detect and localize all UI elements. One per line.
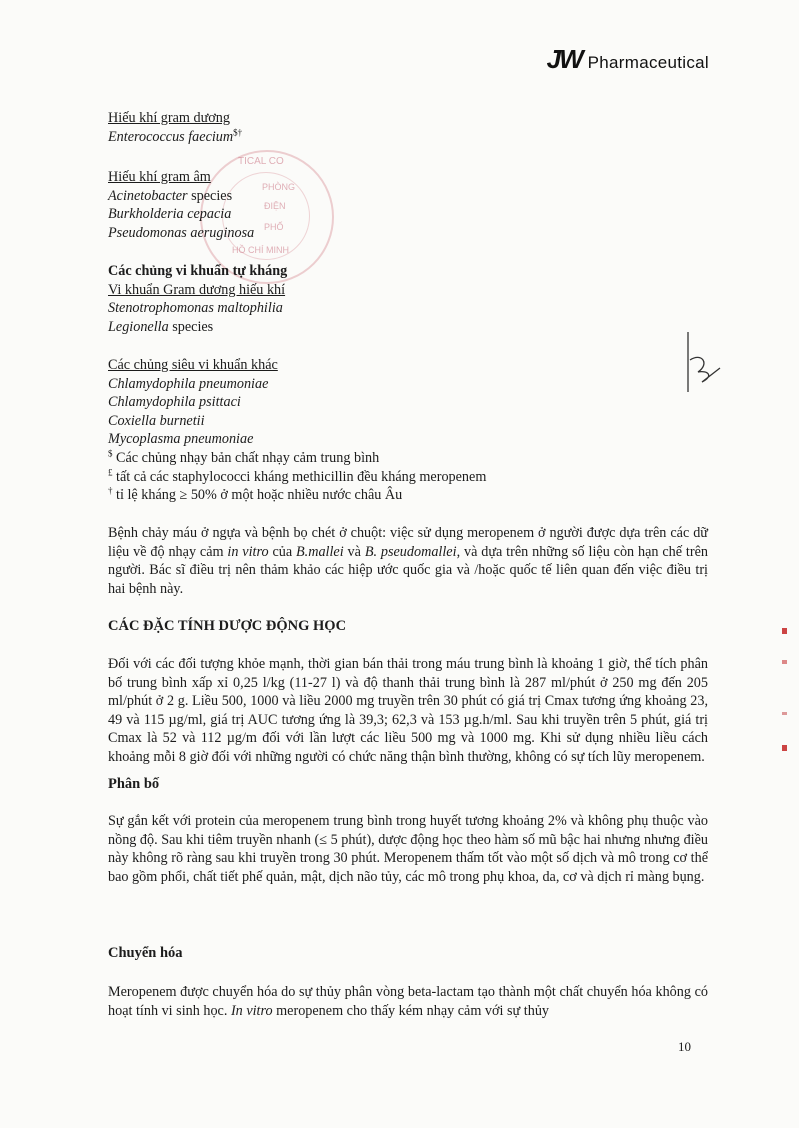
- paragraph-text: meropenem cho thấy kém nhạy cảm với sự thủy: [272, 1002, 550, 1019]
- organism-name: Stenotrophomonas maltophilia: [108, 300, 283, 317]
- paragraph-text: , và dựa trên những số liệu còn hạn chế trên người. Bác sĩ điều trị nên thảm khảo các hiệp ước quốc gia và /hoặc quốc tế liên quan đến việc điều trị hai bệnh này.: [108, 543, 708, 597]
- logo-mark: JW: [546, 44, 582, 74]
- resistant-heading: Các chủng vi khuẩn tự kháng: [108, 263, 288, 279]
- stamp-text: PHÒNG: [262, 182, 296, 192]
- other-section: [108, 356, 486, 505]
- footnote-marker: £: [108, 466, 113, 477]
- stamp-text: HỒ CHÍ MINH: [232, 245, 289, 255]
- resistant-section: [108, 262, 287, 336]
- footnote: [108, 449, 486, 468]
- footnote-text: tỉ lệ kháng ≥ 50% ở một hoặc nhiều nước châu Âu: [112, 487, 403, 504]
- logo-text: Pharmaceutical: [587, 53, 709, 72]
- stamp-text: ĐIỆN: [264, 201, 286, 211]
- organism-name: Burkholderia cepacia: [108, 206, 232, 223]
- gram-positive-heading: Hiếu khí gram dương: [108, 110, 230, 126]
- footnote: [108, 486, 486, 505]
- footnote-marker: $†: [233, 126, 243, 137]
- organism-name: Chlamydophila psittaci: [108, 394, 241, 411]
- paragraph-text: Bệnh chảy máu ở ngựa và bệnh bọ chét ở chuột: việc sử dụng meropenem ở người được dựa trên các dữ liệu về độ nhạy cảm: [108, 525, 708, 560]
- footnote-marker: †: [108, 485, 113, 496]
- italic-term: in vitro: [227, 543, 269, 560]
- organism-name: Pseudomonas aeruginosa: [108, 224, 255, 241]
- glanders-paragraph: [108, 524, 708, 598]
- company-logo: [547, 44, 709, 75]
- metabolism-paragraph: [108, 983, 708, 1020]
- organism-suffix: species: [168, 318, 214, 335]
- italic-term: B.mallei: [296, 543, 344, 560]
- italic-term: In vitro: [230, 1002, 273, 1019]
- stamp-text: PHỐ: [264, 222, 284, 232]
- scan-mark: [782, 712, 787, 715]
- footnote-text: tất cả các staphylococci kháng methicillin đều kháng meropenem: [112, 468, 487, 485]
- organism-name: Acinetobacter: [108, 187, 188, 204]
- metabolism-heading: Chuyển hóa: [108, 945, 183, 961]
- paragraph-text: của: [268, 543, 296, 560]
- pk-paragraph: Đối với các đối tượng khỏe mạnh, thời gian bán thải trong máu trung bình là khoảng 1 giờ, thể tích phân bố trung bình xấp xỉ 0,25 l/kg (11-27 l) và độ thanh thải trung bình là 287 ml/phút ở 250 mg đến 205 ml/phút ở 2 g. Liều 500, 1000 và liều 2000 mg truyền trên 30 phút có giá trị Cmax tương ứng khoảng 23, 49 và 115 µg/ml, giá trị AUC tương ứng là 39,3; 62,3 và 153 µg.h/ml. Sau khi truyền trên 5 phút, giá trị Cmax là 52 và 112 µg/m đối với lần lượt các liều 500 mg và 1000 mg. Khi sử dụng nhiều liều cách khoảng mỗi 8 giờ đối với những người có chức năng thận bình thường, không có sự tích lũy meropenem.: [108, 656, 708, 765]
- organism-name: Legionella: [108, 318, 169, 335]
- organism-name: Chlamydophila pneumoniae: [108, 375, 269, 392]
- pk-heading: CÁC ĐẶC TÍNH DƯỢC ĐỘNG HỌC: [108, 618, 347, 634]
- paragraph-text: Meropenem được chuyển hóa do sự thủy phân vòng beta-lactam tạo thành một chất chuyển hóa không có hoạt tính vi sinh học.: [108, 984, 708, 1019]
- distribution-heading: Phân bố: [108, 776, 160, 792]
- distribution-paragraph: Sự gắn kết với protein của meropenem trung bình trong huyết tương khoảng 2% và không phụ thuộc vào nồng độ. Sau khi tiêm truyền nhanh (≤ 5 phút), dược động học theo hàm số mũ bậc hai nhưng nhưng điều này không rõ ràng sau khi truyền trong 30 phút. Meropenem thấm tốt vào một số dịch và mô trong cơ thể bao gồm phổi, chất tiết phế quản, mật, dịch não tủy, các mô trong phụ khoa, da, cơ và dịch rỉ màng bụng.: [108, 813, 708, 885]
- gram-positive-section: [108, 109, 242, 146]
- organism-name: Coxiella burnetii: [108, 412, 205, 429]
- scan-mark: [782, 660, 787, 664]
- other-heading: Các chủng siêu vi khuẩn khác: [108, 357, 278, 373]
- organism-suffix: species: [187, 187, 233, 204]
- paragraph-text: và: [343, 543, 365, 560]
- scan-mark: [782, 745, 787, 751]
- handwritten-signature: [680, 330, 730, 400]
- italic-term: B. pseudomallei: [364, 543, 457, 560]
- footnote: [108, 468, 486, 487]
- organism-name: Mycoplasma pneumoniae: [108, 431, 254, 448]
- gram-negative-heading: Hiếu khí gram âm: [108, 169, 211, 185]
- footnote-text: Các chủng nhạy bản chất nhạy cảm trung bình: [112, 449, 380, 466]
- scan-mark: [782, 628, 787, 634]
- gram-negative-section: [108, 168, 254, 242]
- footnote-marker: $: [108, 448, 113, 459]
- organism-name: Enterococcus faecium: [108, 128, 234, 145]
- page-number: 10: [678, 1039, 691, 1054]
- stamp-text: TICAL CO: [238, 156, 284, 167]
- resistant-subheading: Vi khuẩn Gram dương hiếu khí: [108, 281, 286, 298]
